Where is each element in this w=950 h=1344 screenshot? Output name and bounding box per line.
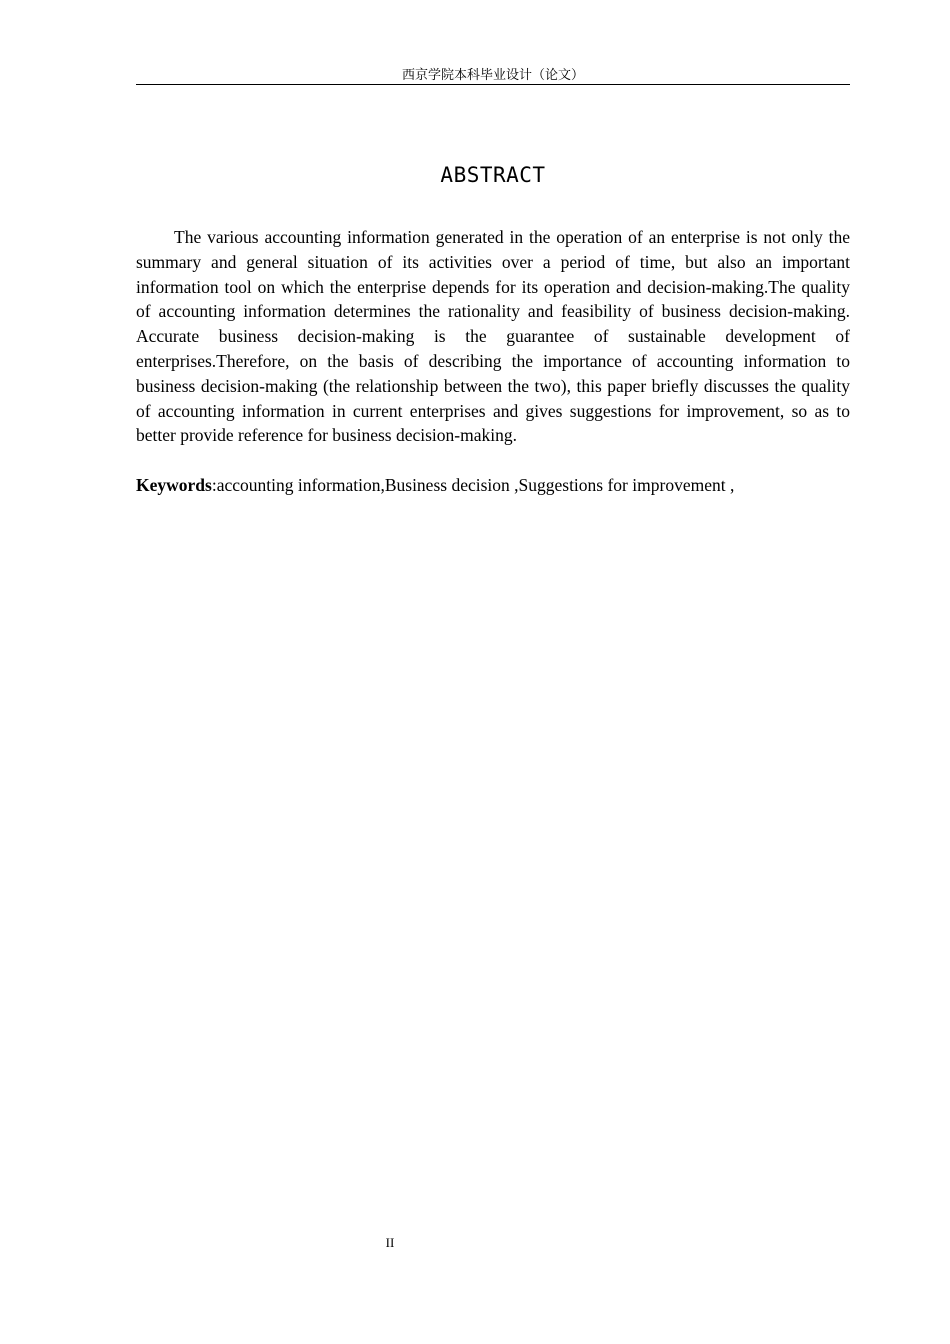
keywords-line [136, 473, 850, 497]
keywords-label: Keywords [136, 475, 212, 495]
running-header: 西京学院本科毕业设计（论文） [401, 68, 584, 83]
page-number: II [385, 1235, 395, 1250]
abstract-body: The various accounting information generated in the operation of an enterprise is not only the summary and general situation of its activities over a period of time, but also an important information tool on which the enterprise depends for its operation and decision-making.The quality of accounting information determines the rationality and feasibility of business decision-making. Accurate business decision-making is the guarantee of sustainable development of enterprises.Therefore, on the basis of describing the importance of accounting information to business decision-making (the relationship between the two), this paper briefly discusses the quality of accounting information in current enterprises and gives suggestions for improvement, so as to better provide reference for business decision-making. [136, 227, 850, 446]
keywords-text: :accounting information,Business decision ,Suggestions for improvement , [211, 475, 735, 495]
abstract-title: ABSTRACT [440, 163, 546, 187]
header-rule [136, 84, 850, 85]
